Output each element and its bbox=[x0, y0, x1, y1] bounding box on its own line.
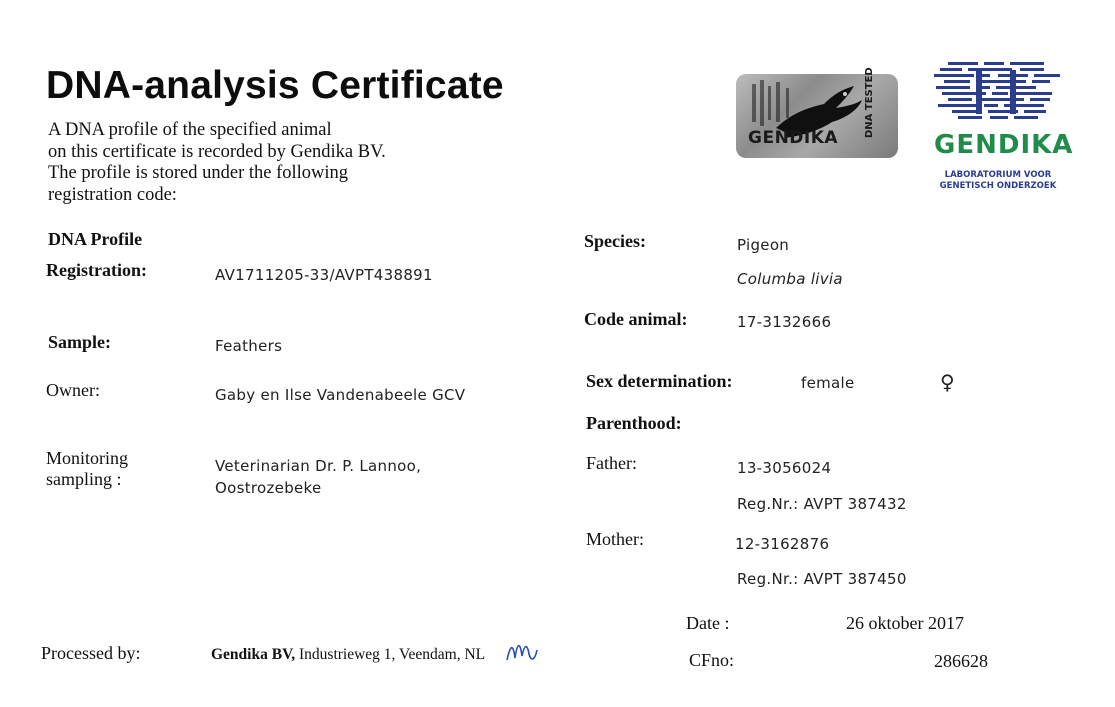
father-reg-number: Reg.Nr.: AVPT 387432 bbox=[737, 495, 907, 513]
processed-address: Industrieweg 1, Veendam, NL bbox=[295, 646, 486, 663]
processed-by-label: Processed by: bbox=[41, 643, 141, 663]
sample-value: Feathers bbox=[215, 337, 283, 355]
certificate-title: DNA-analysis Certificate bbox=[46, 64, 504, 107]
father-label: Father: bbox=[586, 453, 637, 473]
processed-by-value bbox=[211, 646, 485, 664]
dna-tested-seal bbox=[736, 67, 898, 158]
mother-label: Mother: bbox=[586, 529, 644, 549]
sex-determination-label: Sex determination: bbox=[586, 371, 733, 391]
species-latin: Columba livia bbox=[737, 270, 843, 288]
code-animal-label: Code animal: bbox=[584, 309, 688, 329]
logo-name: GENDIKA bbox=[934, 130, 1074, 160]
parenthood-label: Parenthood: bbox=[586, 413, 682, 433]
registration-value: AV1711205-33/AVPT438891 bbox=[215, 266, 433, 284]
monitoring-label bbox=[46, 448, 128, 490]
cfno-value: 286628 bbox=[934, 651, 988, 671]
monitoring-label-line: Monitoring bbox=[46, 448, 129, 468]
date-value: 26 oktober 2017 bbox=[846, 613, 964, 633]
dna-profile-label: DNA Profile bbox=[48, 229, 143, 249]
female-icon: ♀ bbox=[940, 370, 955, 394]
logo-subtitle: LABORATORIUM VOOR GENETISCH ONDERZOEK bbox=[939, 170, 1057, 191]
intro-line: on this certificate is recorded by Gendika BV. bbox=[48, 141, 386, 162]
owner-label: Owner: bbox=[46, 380, 100, 400]
certificate-intro bbox=[48, 120, 386, 206]
date-label: Date : bbox=[686, 613, 730, 633]
intro-line: The profile is stored under the following bbox=[48, 163, 349, 183]
cfno-label: CFno: bbox=[689, 650, 735, 670]
seal-brand: GENDIKA bbox=[748, 128, 839, 148]
dna-pattern-icon bbox=[928, 58, 1068, 130]
registration-label: Registration: bbox=[46, 260, 147, 280]
sex-value: female bbox=[801, 374, 855, 392]
code-animal-value: 17-3132666 bbox=[737, 313, 832, 331]
monitoring-value-line: Oostrozebeke bbox=[215, 479, 322, 497]
sample-label: Sample: bbox=[48, 332, 111, 352]
species-label: Species: bbox=[584, 231, 646, 251]
monitoring-value bbox=[215, 455, 421, 499]
seal-tag: DNA TESTED bbox=[864, 67, 875, 138]
mother-value: 12-3162876 bbox=[735, 535, 830, 553]
intro-line: registration code: bbox=[48, 184, 177, 205]
signature-icon bbox=[505, 636, 539, 668]
owner-value: Gaby en Ilse Vandenabeele GCV bbox=[215, 386, 466, 404]
monitoring-label-line: sampling : bbox=[46, 469, 122, 489]
father-value: 13-3056024 bbox=[737, 459, 832, 477]
monitoring-value-line: Veterinarian Dr. P. Lannoo, bbox=[215, 457, 422, 475]
species-common: Pigeon bbox=[737, 236, 790, 254]
processed-company: Gendika BV, bbox=[211, 646, 296, 663]
intro-line: A DNA profile of the specified animal bbox=[48, 120, 332, 140]
mother-reg-number: Reg.Nr.: AVPT 387450 bbox=[737, 570, 907, 588]
